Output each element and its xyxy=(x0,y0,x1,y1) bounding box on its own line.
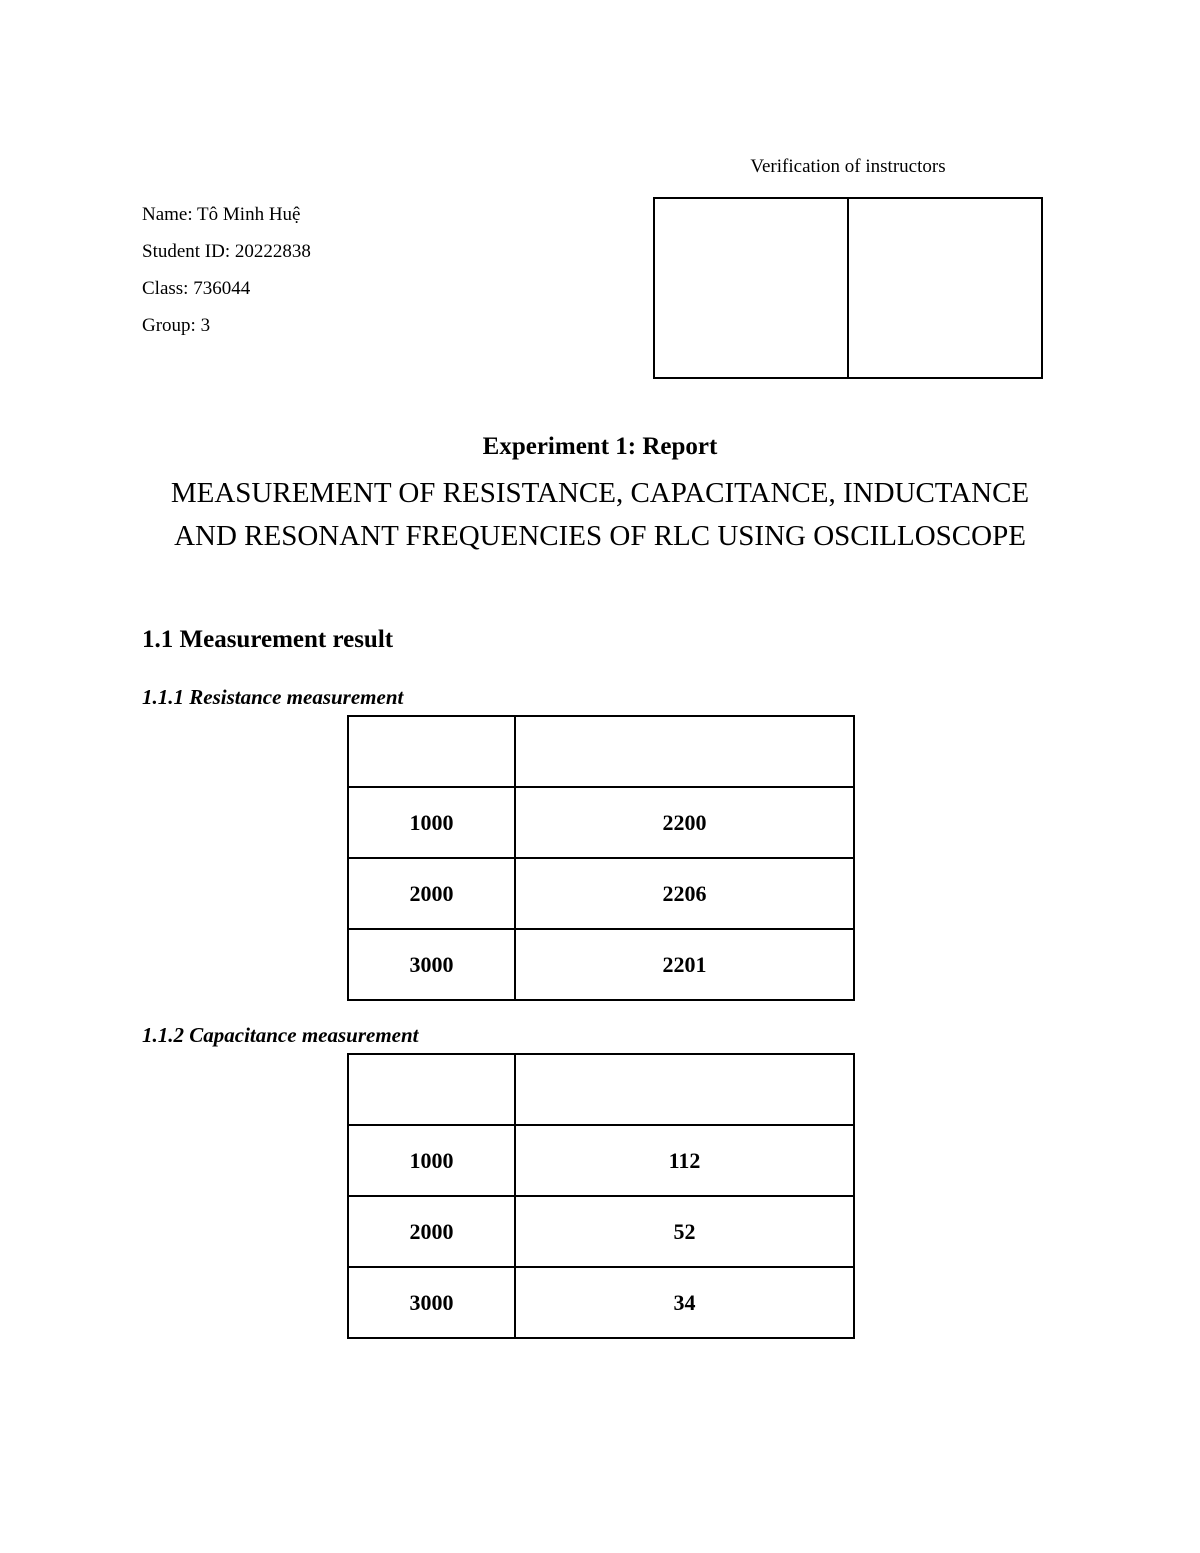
table-cell: 1000 xyxy=(348,787,515,858)
table-cell: 3000 xyxy=(348,1267,515,1338)
table-cell xyxy=(515,716,854,787)
student-id: Student ID: 20222838 xyxy=(142,241,311,262)
table-cell: 52 xyxy=(515,1196,854,1267)
table-cell xyxy=(348,1054,515,1125)
verification-cell-left xyxy=(655,199,847,377)
table-row xyxy=(348,716,854,787)
student-info xyxy=(142,196,311,344)
verification-cell-right xyxy=(847,199,1041,377)
resistance-table xyxy=(347,715,855,1001)
student-group: Group: 3 xyxy=(142,315,211,336)
table-cell: 2200 xyxy=(515,787,854,858)
main-title: MEASUREMENT OF RESISTANCE, CAPACITANCE, INDUCTANCE AND RESONANT FREQUENCIES OF RLC USING OSCILLOSCOPE xyxy=(170,477,1030,552)
table-cell xyxy=(348,716,515,787)
table-cell: 2000 xyxy=(348,858,515,929)
table-cell: 2206 xyxy=(515,858,854,929)
experiment-title: Experiment 1: Report xyxy=(482,433,718,460)
table-cell: 112 xyxy=(515,1125,854,1196)
verification-title: Verification of instructors xyxy=(750,156,946,177)
table-cell: 3000 xyxy=(348,929,515,1000)
capacitance-table xyxy=(347,1053,855,1339)
table-row xyxy=(348,929,854,1000)
table-cell: 1000 xyxy=(348,1125,515,1196)
resistance-heading: 1.1.1 Resistance measurement xyxy=(142,685,404,709)
table-cell: 34 xyxy=(515,1267,854,1338)
table-row xyxy=(348,1125,854,1196)
table-row xyxy=(348,858,854,929)
table-row xyxy=(348,1196,854,1267)
table-cell xyxy=(515,1054,854,1125)
student-class: Class: 736044 xyxy=(142,278,251,299)
student-name: Name: Tô Minh Huệ xyxy=(142,204,301,225)
table-row xyxy=(348,1054,854,1125)
table-cell: 2201 xyxy=(515,929,854,1000)
table-row xyxy=(348,787,854,858)
capacitance-heading: 1.1.2 Capacitance measurement xyxy=(142,1023,419,1047)
section-heading: 1.1 Measurement result xyxy=(142,626,394,653)
verification-box xyxy=(653,197,1043,379)
table-row xyxy=(348,1267,854,1338)
table-cell: 2000 xyxy=(348,1196,515,1267)
